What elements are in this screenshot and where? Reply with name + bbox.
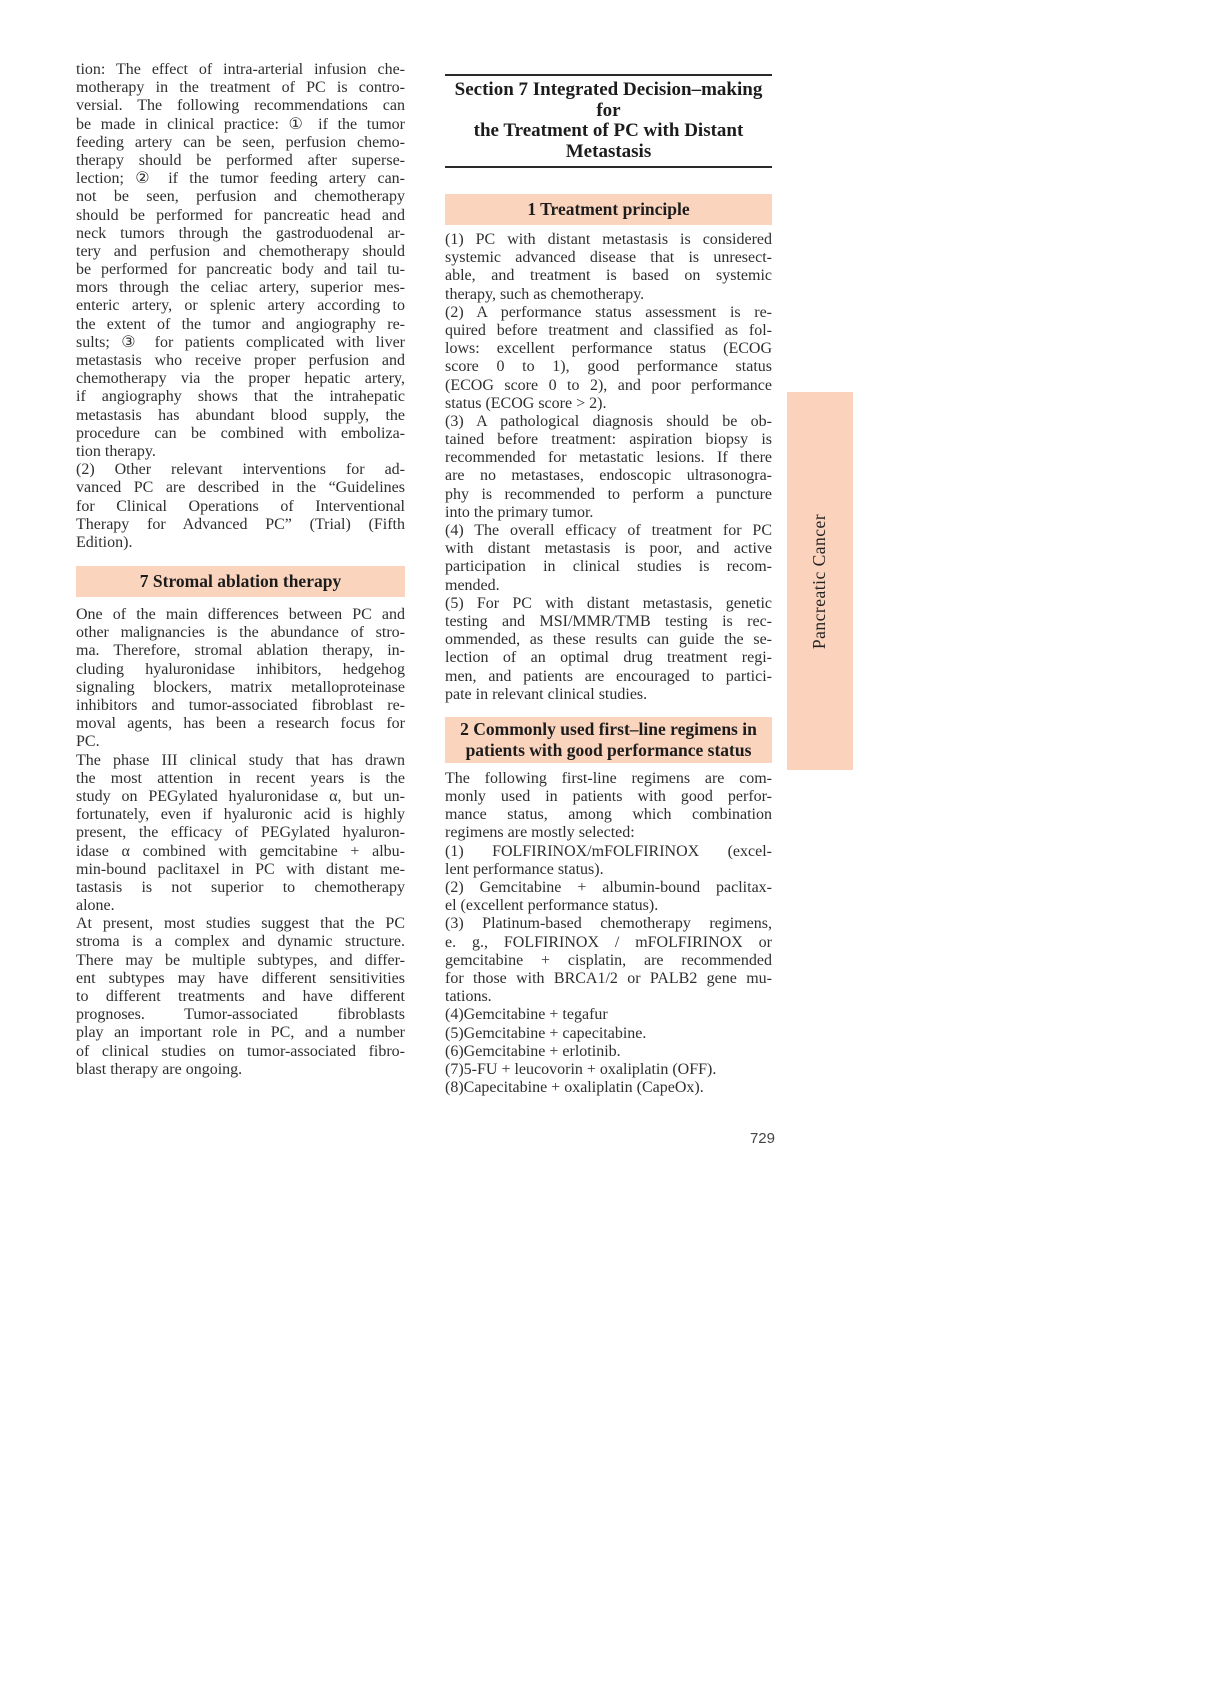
text-line: phy is recommended to perform a puncture [445,485,772,503]
text-line: At present, most studies suggest that the PC [76,915,405,933]
text-line: if angiography shows that the intrahepatic [76,388,405,406]
text-line: tery and perfusion and chemotherapy should [76,242,405,260]
text-line: systemic advanced disease that is unresect- [445,249,772,267]
text-line: PC. [76,733,100,751]
text-line: status (ECOG score > 2). [445,394,607,412]
text-line: (4) The overall efficacy of treatment for PC [445,522,772,539]
text-line: other malignancies is the abundance of stro- [76,624,405,642]
text-line: procedure can be combined with emboliza- [76,424,405,442]
section7-title-line2: the Treatment of PC with Distant Metastasis [473,120,744,162]
text-line: (2) Gemcitabine + albumin-bound paclitax- [445,879,772,896]
text-line: neck tumors through the gastroduodenal ar- [76,224,405,242]
text-line: gemcitabine + cisplatin, are recommended [445,951,772,969]
text-line: stroma is a complex and dynamic structure. [76,933,405,951]
heading-label-line1: 2 Commonly used first–line regimens in [460,718,757,739]
text-line: min-bound paclitaxel in PC with distant me- [76,860,405,878]
list-item [445,1079,772,1097]
text-line: with distant metastasis is poor, and active [445,540,772,558]
text-line: monly used in patients with good perfor- [445,788,772,806]
paragraph [445,843,772,879]
paragraph [445,231,772,304]
text-line: (ECOG score 0 to 2), and poor performance [445,376,772,394]
heading-label: 1 Treatment principle [527,199,690,219]
text-line: the extent of the tumor and angiography re- [76,315,405,333]
heading-treatment-principle [445,194,772,225]
text-line: be made in clinical practice: ① if the tumor [76,115,405,133]
list-item [445,1061,772,1079]
paragraph [445,595,772,704]
text-line: score 0 to 1), good performance status [445,358,772,376]
text-line: tastasis is not superior to chemotherapy [76,878,405,896]
section7-title-line1: Section 7 Integrated Decision–making for [454,79,763,121]
side-tab-pancreatic-cancer [787,392,853,770]
text-line: therapy should be performed after superse- [76,151,405,169]
text-line: motherapy in the treatment of PC is contro- [76,79,405,97]
text-line: study on PEGylated hyaluronidase α, but un- [76,787,405,805]
paragraph [76,915,405,1079]
text-line: ma. Therefore, stromal ablation therapy, in- [76,642,405,660]
text-line: vanced PC are described in the “Guidelines [76,479,405,497]
text-line: of clinical studies on tumor-associated fibro- [76,1042,405,1060]
text-line: be performed for pancreatic body and tail tu- [76,261,405,279]
text-line: present, the efficacy of PEGylated hyaluron- [76,824,405,842]
list-item [445,1043,772,1061]
paragraph [76,61,405,461]
paragraph [445,770,772,843]
heading-label-line2: patients with good performance status [465,739,752,760]
text-line: (3) A pathological diagnosis should be ob- [445,412,772,430]
text-line: (5)Gemcitabine + capecitabine. [445,1024,647,1042]
text-line: The following first-line regimens are com- [445,769,772,787]
list-item [445,1006,772,1024]
text-line: are no metastases, endoscopic ultrasonogra- [445,467,772,485]
text-line: for Clinical Operations of Interventional [76,497,405,515]
text-line: (8)Capecitabine + oxaliplatin (CapeOx). [445,1079,704,1097]
text-line: therapy, such as chemotherapy. [445,285,645,303]
text-line: men, and patients are encouraged to partici- [445,667,772,685]
text-line: testing and MSI/MMR/TMB testing is rec- [445,612,772,630]
text-line: regimens are mostly selected: [445,824,635,842]
text-line: should be performed for pancreatic head and [76,206,405,224]
text-line: blast therapy are ongoing. [76,1060,243,1078]
text-line: el (excellent performance status). [445,897,659,915]
text-line: mended. [445,576,500,594]
paragraph [445,879,772,915]
text-line: (7)5-FU + leucovorin + oxaliplatin (OFF). [445,1060,717,1078]
text-line: idase α combined with gemcitabine + albu- [76,842,405,860]
text-line: (1) PC with distant metastasis is considered [445,231,772,248]
list-item [445,1025,772,1043]
text-line: mors through the celiac artery, superior mes- [76,279,405,297]
text-line: pate in relevant clinical studies. [445,685,648,703]
text-line: recommended for metastatic lesions. If there [445,449,772,467]
text-line: (6)Gemcitabine + erlotinib. [445,1042,621,1060]
paragraph [445,304,772,413]
text-line: ommended, as these results can guide the se- [445,631,772,649]
text-line: (3) Platinum-based chemotherapy regimens, [445,915,772,933]
text-line: moval agents, has been a research focus for [76,715,405,733]
text-line: (5) For PC with distant metastasis, genetic [445,594,772,612]
text-line: participation in clinical studies is recom- [445,558,772,576]
text-line: Therapy for Advanced PC” (Trial) (Fifth [76,515,405,533]
heading-stromal-ablation-therapy [76,566,405,597]
heading-first-line-regimens [445,717,772,763]
text-line: the most attention in recent years is the [76,769,405,787]
text-line: There may be multiple subtypes, and differ- [76,951,405,969]
paragraph [76,461,405,552]
right-column [445,74,772,1097]
text-line: to different treatments and have different [76,988,405,1005]
heading-label: 7 Stromal ablation therapy [139,571,342,592]
text-line: tained before treatment: aspiration biopsy is [445,431,772,449]
section7-title [445,74,772,168]
text-line: e. g., FOLFIRINOX / mFOLFIRINOX or [445,933,772,951]
paragraph [445,413,772,522]
text-line: (4)Gemcitabine + tegafur [445,1006,608,1024]
text-line: feeding artery can be seen, perfusion chemo- [76,133,405,151]
text-line: lent performance status). [445,860,604,878]
text-line: mance status, among which combination [445,806,772,824]
text-line: tion therapy. [76,442,156,460]
paragraph [76,752,405,916]
text-line: tion: The effect of intra-arterial infusion che- [76,61,405,78]
text-line: lection of an optimal drug treatment regi- [445,649,772,667]
text-line: enteric artery, or splenic artery according to [76,297,405,315]
text-line: Edition). [76,533,133,551]
paragraph [445,522,772,595]
text-line: inhibitors and tumor-associated fibroblast re- [76,697,405,714]
text-line: metastasis has abundant blood supply, the [76,406,405,424]
text-line: tations. [445,988,492,1006]
text-line: chemotherapy via the proper hepatic artery, [76,370,405,388]
paragraph [76,606,405,752]
text-line: quired before treatment and classified as fol- [445,321,772,339]
text-line: lows: excellent performance status (ECOG [445,340,772,358]
text-line: alone. [76,897,115,915]
text-line: (2) A performance status assessment is re- [445,303,772,321]
text-line: The phase III clinical study that has drawn [76,751,405,769]
text-line: able, and treatment is based on systemic [445,267,772,285]
text-line: for those with BRCA1/2 or PALB2 gene mu- [445,969,772,987]
text-line: (2) Other relevant interventions for ad- [76,461,405,479]
side-tab-label: Pancreatic Cancer [809,513,830,649]
text-line: signaling blockers, matrix metalloproteinase [76,678,405,696]
text-line: metastasis who receive proper perfusion and [76,352,405,369]
text-line: One of the main differences between PC and [76,606,405,624]
text-line: fortunately, even if hyaluronic acid is highly [76,806,405,824]
text-line: sults; ③ for patients complicated with liver [76,333,405,351]
text-line: (1) FOLFIRINOX/mFOLFIRINOX (excel- [445,842,772,860]
paragraph [445,915,772,1006]
text-line: ent subtypes may have different sensitivities [76,969,405,987]
left-column [76,61,405,1079]
text-line: versial. The following recommendations can [76,97,405,115]
page-number: 729 [749,1130,775,1147]
text-line: into the primary tumor. [445,503,594,521]
text-line: not be seen, perfusion and chemotherapy [76,188,405,206]
text-line: cluding hyaluronidase inhibitors, hedgehog [76,660,405,678]
text-line: play an important role in PC, and a number [76,1024,405,1042]
text-line: lection; ② if the tumor feeding artery can- [76,170,405,188]
text-line: prognoses. Tumor-associated fibroblasts [76,1006,405,1024]
